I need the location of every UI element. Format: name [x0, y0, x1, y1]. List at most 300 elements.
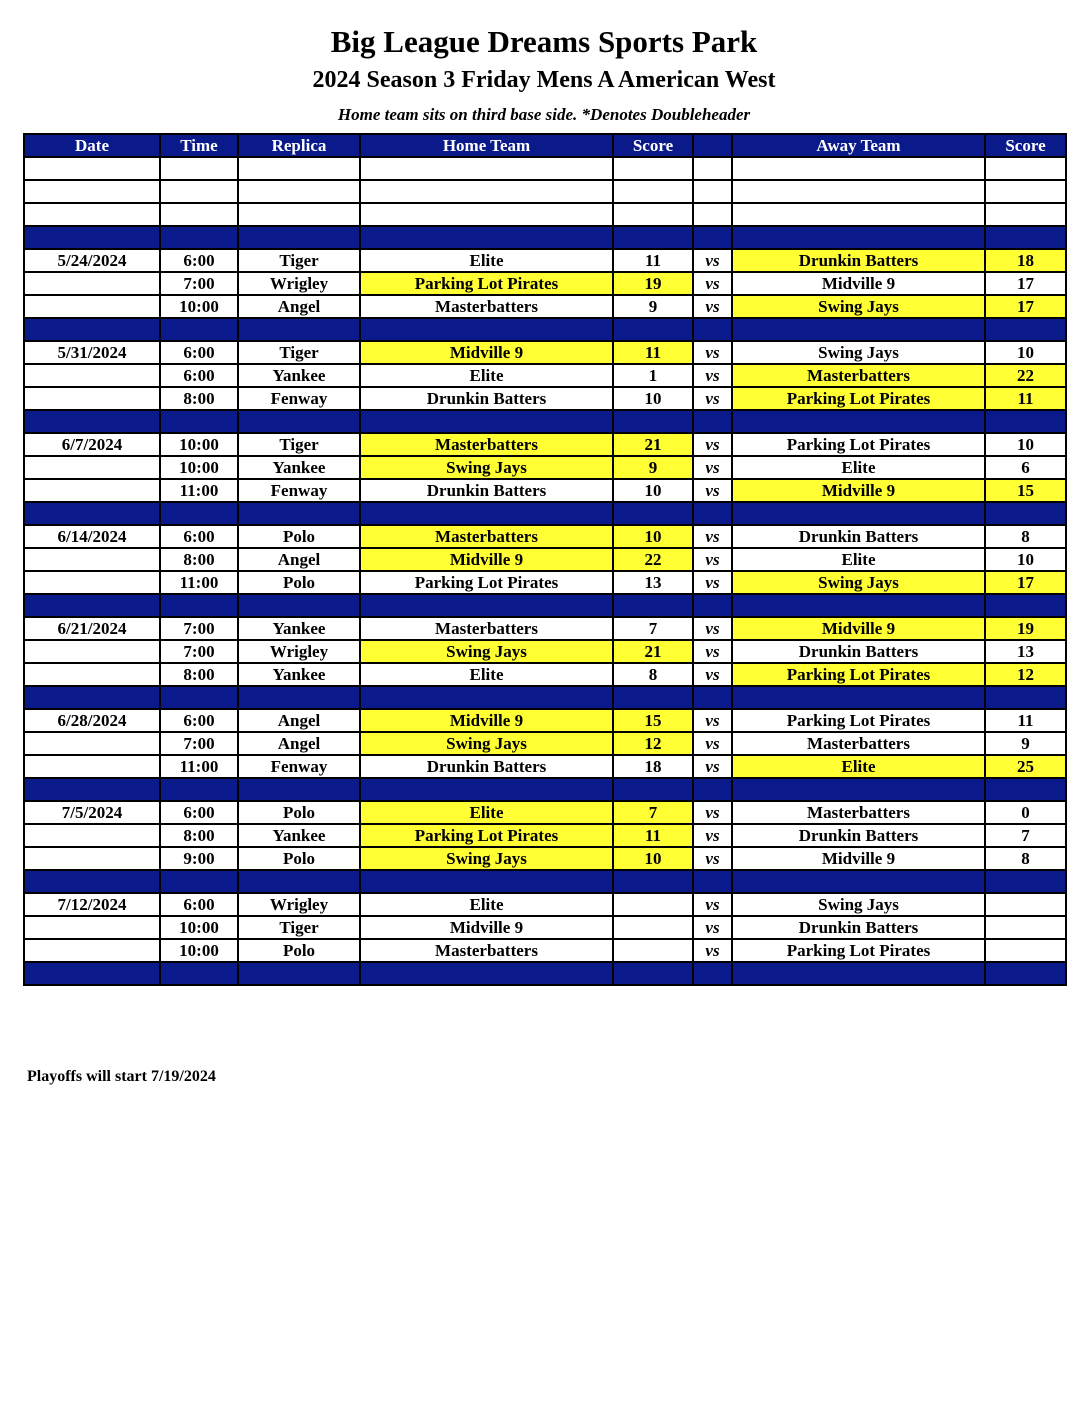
- game-replica-field: Polo: [238, 847, 360, 870]
- empty-cell: [985, 203, 1066, 226]
- home-score: 9: [613, 295, 693, 318]
- away-team: Masterbatters: [732, 801, 985, 824]
- empty-cell: [24, 180, 160, 203]
- vs-label: vs: [693, 824, 732, 847]
- home-score: 11: [613, 249, 693, 272]
- game-date: 6/21/2024: [24, 617, 160, 640]
- game-date-empty: [24, 663, 160, 686]
- vs-label: vs: [693, 755, 732, 778]
- game-row: [24, 341, 1066, 364]
- empty-cell: [360, 180, 613, 203]
- away-team: Elite: [732, 548, 985, 571]
- home-score: 1: [613, 364, 693, 387]
- game-date-empty: [24, 824, 160, 847]
- empty-cell: [24, 870, 160, 893]
- game-replica-field: Angel: [238, 709, 360, 732]
- empty-cell: [238, 180, 360, 203]
- away-score: 18: [985, 249, 1066, 272]
- page-subtitle: 2024 Season 3 Friday Mens A American West: [312, 67, 776, 93]
- home-score: 21: [613, 640, 693, 663]
- home-score: 19: [613, 272, 693, 295]
- home-team: Elite: [360, 364, 613, 387]
- empty-cell: [732, 318, 985, 341]
- game-replica-field: Fenway: [238, 755, 360, 778]
- home-team: Midville 9: [360, 916, 613, 939]
- home-score: [613, 893, 693, 916]
- game-time: 10:00: [160, 916, 238, 939]
- empty-cell: [693, 594, 732, 617]
- game-replica-field: Wrigley: [238, 640, 360, 663]
- column-header-vs: [693, 134, 732, 157]
- empty-cell: [360, 778, 613, 801]
- empty-cell: [732, 203, 985, 226]
- away-team: Drunkin Batters: [732, 525, 985, 548]
- empty-cell: [985, 594, 1066, 617]
- vs-label: vs: [693, 272, 732, 295]
- empty-cell: [360, 318, 613, 341]
- home-team: Drunkin Batters: [360, 479, 613, 502]
- game-row: [24, 617, 1066, 640]
- away-team: Masterbatters: [732, 732, 985, 755]
- game-time: 10:00: [160, 433, 238, 456]
- blank-row: [24, 180, 1066, 203]
- game-time: 10:00: [160, 939, 238, 962]
- schedule-table: [23, 133, 1067, 986]
- game-time: 7:00: [160, 640, 238, 663]
- game-time: 8:00: [160, 663, 238, 686]
- blank-row: [24, 203, 1066, 226]
- game-row: [24, 732, 1066, 755]
- empty-cell: [613, 203, 693, 226]
- game-date-empty: [24, 640, 160, 663]
- game-date: 7/5/2024: [24, 801, 160, 824]
- away-score: 8: [985, 847, 1066, 870]
- game-date: 6/28/2024: [24, 709, 160, 732]
- away-team: Drunkin Batters: [732, 249, 985, 272]
- away-team: Swing Jays: [732, 571, 985, 594]
- game-row: [24, 916, 1066, 939]
- home-team: Swing Jays: [360, 732, 613, 755]
- week-separator-row: [24, 226, 1066, 249]
- home-score: 11: [613, 824, 693, 847]
- game-time: 6:00: [160, 893, 238, 916]
- game-replica-field: Tiger: [238, 916, 360, 939]
- empty-cell: [238, 502, 360, 525]
- empty-cell: [985, 180, 1066, 203]
- vs-label: vs: [693, 732, 732, 755]
- column-header-replica: Replica: [238, 134, 360, 157]
- home-score: 18: [613, 755, 693, 778]
- vs-label: vs: [693, 893, 732, 916]
- home-team: Swing Jays: [360, 847, 613, 870]
- game-date-empty: [24, 548, 160, 571]
- empty-cell: [24, 594, 160, 617]
- empty-cell: [613, 686, 693, 709]
- week-separator-row: [24, 870, 1066, 893]
- empty-cell: [732, 226, 985, 249]
- empty-cell: [985, 410, 1066, 433]
- empty-cell: [360, 686, 613, 709]
- column-header-home-team: Home Team: [360, 134, 613, 157]
- game-row: [24, 295, 1066, 318]
- home-team: Parking Lot Pirates: [360, 571, 613, 594]
- away-team: Parking Lot Pirates: [732, 433, 985, 456]
- empty-cell: [613, 502, 693, 525]
- vs-label: vs: [693, 387, 732, 410]
- away-team: Midville 9: [732, 479, 985, 502]
- game-row: [24, 249, 1066, 272]
- away-score: 15: [985, 479, 1066, 502]
- game-date-empty: [24, 939, 160, 962]
- game-date: 7/12/2024: [24, 893, 160, 916]
- game-time: 8:00: [160, 387, 238, 410]
- game-row: [24, 847, 1066, 870]
- empty-cell: [732, 410, 985, 433]
- empty-cell: [238, 686, 360, 709]
- empty-cell: [693, 203, 732, 226]
- empty-cell: [24, 203, 160, 226]
- home-team: Midville 9: [360, 341, 613, 364]
- empty-cell: [360, 502, 613, 525]
- empty-cell: [160, 203, 238, 226]
- game-date-empty: [24, 755, 160, 778]
- home-score: 21: [613, 433, 693, 456]
- empty-cell: [360, 157, 613, 180]
- away-team: Drunkin Batters: [732, 824, 985, 847]
- game-time: 8:00: [160, 824, 238, 847]
- empty-cell: [985, 962, 1066, 985]
- home-score: 11: [613, 341, 693, 364]
- game-row: [24, 640, 1066, 663]
- away-score: 22: [985, 364, 1066, 387]
- home-team: Parking Lot Pirates: [360, 272, 613, 295]
- game-row: [24, 548, 1066, 571]
- playoffs-note: Playoffs will start 7/19/2024: [27, 1068, 216, 1085]
- empty-cell: [160, 594, 238, 617]
- away-score: 7: [985, 824, 1066, 847]
- game-replica-field: Yankee: [238, 456, 360, 479]
- vs-label: vs: [693, 548, 732, 571]
- game-replica-field: Angel: [238, 732, 360, 755]
- away-score: 0: [985, 801, 1066, 824]
- empty-cell: [160, 962, 238, 985]
- home-team: Elite: [360, 663, 613, 686]
- empty-cell: [238, 962, 360, 985]
- game-time: 11:00: [160, 479, 238, 502]
- empty-cell: [238, 870, 360, 893]
- empty-cell: [693, 962, 732, 985]
- away-team: Parking Lot Pirates: [732, 387, 985, 410]
- away-score: 10: [985, 433, 1066, 456]
- home-team: Drunkin Batters: [360, 387, 613, 410]
- empty-cell: [693, 157, 732, 180]
- game-row: [24, 824, 1066, 847]
- game-replica-field: Tiger: [238, 249, 360, 272]
- empty-cell: [985, 778, 1066, 801]
- away-team: Drunkin Batters: [732, 640, 985, 663]
- week-separator-row: [24, 502, 1066, 525]
- empty-cell: [360, 962, 613, 985]
- game-time: 6:00: [160, 341, 238, 364]
- home-score: 10: [613, 847, 693, 870]
- empty-cell: [24, 318, 160, 341]
- home-team: Masterbatters: [360, 617, 613, 640]
- home-score: 7: [613, 617, 693, 640]
- empty-cell: [985, 686, 1066, 709]
- game-replica-field: Polo: [238, 939, 360, 962]
- home-team: Elite: [360, 249, 613, 272]
- empty-cell: [238, 410, 360, 433]
- empty-cell: [732, 686, 985, 709]
- empty-cell: [160, 318, 238, 341]
- game-row: [24, 893, 1066, 916]
- home-team: Swing Jays: [360, 640, 613, 663]
- game-date: 5/31/2024: [24, 341, 160, 364]
- away-team: Midville 9: [732, 847, 985, 870]
- game-date-empty: [24, 732, 160, 755]
- away-score: 9: [985, 732, 1066, 755]
- home-team: Midville 9: [360, 709, 613, 732]
- game-time: 6:00: [160, 525, 238, 548]
- empty-cell: [613, 157, 693, 180]
- empty-cell: [238, 226, 360, 249]
- game-time: 8:00: [160, 548, 238, 571]
- home-team: Drunkin Batters: [360, 755, 613, 778]
- empty-cell: [985, 870, 1066, 893]
- empty-cell: [160, 870, 238, 893]
- away-score: 13: [985, 640, 1066, 663]
- home-team: Masterbatters: [360, 939, 613, 962]
- home-score: 13: [613, 571, 693, 594]
- game-time: 6:00: [160, 249, 238, 272]
- home-score: 10: [613, 387, 693, 410]
- empty-cell: [732, 594, 985, 617]
- game-time: 10:00: [160, 295, 238, 318]
- away-score: 17: [985, 272, 1066, 295]
- away-score: [985, 939, 1066, 962]
- column-header-time: Time: [160, 134, 238, 157]
- empty-cell: [693, 686, 732, 709]
- empty-cell: [238, 318, 360, 341]
- away-team: Midville 9: [732, 272, 985, 295]
- game-time: 7:00: [160, 272, 238, 295]
- vs-label: vs: [693, 479, 732, 502]
- vs-label: vs: [693, 640, 732, 663]
- empty-cell: [24, 226, 160, 249]
- empty-cell: [693, 778, 732, 801]
- game-row: [24, 755, 1066, 778]
- vs-label: vs: [693, 249, 732, 272]
- game-date-empty: [24, 571, 160, 594]
- away-team: Parking Lot Pirates: [732, 939, 985, 962]
- week-separator-row: [24, 410, 1066, 433]
- empty-cell: [732, 180, 985, 203]
- empty-cell: [360, 410, 613, 433]
- home-team: Parking Lot Pirates: [360, 824, 613, 847]
- game-date-empty: [24, 847, 160, 870]
- empty-cell: [732, 962, 985, 985]
- vs-label: vs: [693, 525, 732, 548]
- away-score: 10: [985, 341, 1066, 364]
- vs-label: vs: [693, 847, 732, 870]
- home-score: 10: [613, 525, 693, 548]
- game-time: 9:00: [160, 847, 238, 870]
- empty-cell: [613, 870, 693, 893]
- game-time: 10:00: [160, 456, 238, 479]
- vs-label: vs: [693, 939, 732, 962]
- empty-cell: [160, 180, 238, 203]
- empty-cell: [24, 962, 160, 985]
- empty-cell: [24, 502, 160, 525]
- game-time: 6:00: [160, 364, 238, 387]
- empty-cell: [160, 410, 238, 433]
- game-date-empty: [24, 387, 160, 410]
- vs-label: vs: [693, 916, 732, 939]
- empty-cell: [693, 226, 732, 249]
- column-header-away-team: Away Team: [732, 134, 985, 157]
- vs-label: vs: [693, 571, 732, 594]
- empty-cell: [613, 180, 693, 203]
- game-row: [24, 479, 1066, 502]
- empty-cell: [238, 778, 360, 801]
- game-replica-field: Polo: [238, 571, 360, 594]
- empty-cell: [160, 226, 238, 249]
- game-replica-field: Yankee: [238, 617, 360, 640]
- column-header-away-score: Score: [985, 134, 1066, 157]
- away-score: 11: [985, 709, 1066, 732]
- game-replica-field: Fenway: [238, 479, 360, 502]
- game-replica-field: Yankee: [238, 824, 360, 847]
- away-score: 25: [985, 755, 1066, 778]
- game-replica-field: Yankee: [238, 364, 360, 387]
- week-separator-row: [24, 686, 1066, 709]
- game-date: 5/24/2024: [24, 249, 160, 272]
- empty-cell: [238, 594, 360, 617]
- game-date-empty: [24, 479, 160, 502]
- home-team: Elite: [360, 801, 613, 824]
- vs-label: vs: [693, 433, 732, 456]
- game-replica-field: Polo: [238, 525, 360, 548]
- vs-label: vs: [693, 456, 732, 479]
- away-score: [985, 893, 1066, 916]
- page-title: Big League Dreams Sports Park: [330, 24, 758, 59]
- game-row: [24, 709, 1066, 732]
- game-date-empty: [24, 295, 160, 318]
- empty-cell: [360, 203, 613, 226]
- page-note: Home team sits on third base side. *Denotes Doubleheader: [337, 105, 751, 124]
- vs-label: vs: [693, 341, 732, 364]
- away-team: Elite: [732, 456, 985, 479]
- game-replica-field: Fenway: [238, 387, 360, 410]
- game-time: 11:00: [160, 571, 238, 594]
- away-team: Drunkin Batters: [732, 916, 985, 939]
- empty-cell: [24, 157, 160, 180]
- game-date-empty: [24, 364, 160, 387]
- empty-cell: [985, 157, 1066, 180]
- game-replica-field: Wrigley: [238, 893, 360, 916]
- game-time: 7:00: [160, 617, 238, 640]
- game-time: 6:00: [160, 801, 238, 824]
- vs-label: vs: [693, 801, 732, 824]
- game-row: [24, 456, 1066, 479]
- game-date-empty: [24, 916, 160, 939]
- game-time: 6:00: [160, 709, 238, 732]
- home-score: 22: [613, 548, 693, 571]
- game-row: [24, 272, 1066, 295]
- home-team: Masterbatters: [360, 525, 613, 548]
- home-score: 15: [613, 709, 693, 732]
- empty-cell: [613, 594, 693, 617]
- home-score: 10: [613, 479, 693, 502]
- week-separator-row: [24, 594, 1066, 617]
- empty-cell: [160, 502, 238, 525]
- empty-cell: [360, 870, 613, 893]
- empty-cell: [693, 410, 732, 433]
- empty-cell: [24, 410, 160, 433]
- week-separator-row: [24, 318, 1066, 341]
- empty-cell: [613, 318, 693, 341]
- empty-cell: [613, 962, 693, 985]
- away-score: 10: [985, 548, 1066, 571]
- game-time: 7:00: [160, 732, 238, 755]
- game-replica-field: Angel: [238, 548, 360, 571]
- away-score: 19: [985, 617, 1066, 640]
- empty-cell: [613, 226, 693, 249]
- empty-cell: [985, 502, 1066, 525]
- away-score: 12: [985, 663, 1066, 686]
- game-row: [24, 801, 1066, 824]
- game-replica-field: Polo: [238, 801, 360, 824]
- empty-cell: [732, 157, 985, 180]
- vs-label: vs: [693, 663, 732, 686]
- empty-cell: [732, 778, 985, 801]
- away-team: Swing Jays: [732, 295, 985, 318]
- home-team: Masterbatters: [360, 295, 613, 318]
- empty-cell: [360, 226, 613, 249]
- week-separator-row: [24, 962, 1066, 985]
- empty-cell: [238, 203, 360, 226]
- game-replica-field: Tiger: [238, 433, 360, 456]
- away-team: Masterbatters: [732, 364, 985, 387]
- week-separator-row: [24, 778, 1066, 801]
- vs-label: vs: [693, 709, 732, 732]
- game-date: 6/7/2024: [24, 433, 160, 456]
- schedule-body: [24, 157, 1066, 985]
- away-team: Swing Jays: [732, 341, 985, 364]
- empty-cell: [693, 318, 732, 341]
- empty-cell: [160, 778, 238, 801]
- empty-cell: [360, 594, 613, 617]
- game-date-empty: [24, 456, 160, 479]
- empty-cell: [238, 157, 360, 180]
- empty-cell: [732, 502, 985, 525]
- game-replica-field: Wrigley: [238, 272, 360, 295]
- away-team: Elite: [732, 755, 985, 778]
- game-date: 6/14/2024: [24, 525, 160, 548]
- away-score: 17: [985, 295, 1066, 318]
- away-score: 8: [985, 525, 1066, 548]
- home-team: Elite: [360, 893, 613, 916]
- game-row: [24, 364, 1066, 387]
- game-row: [24, 571, 1066, 594]
- game-row: [24, 433, 1066, 456]
- home-score: 8: [613, 663, 693, 686]
- game-row: [24, 387, 1066, 410]
- empty-cell: [985, 318, 1066, 341]
- away-score: 17: [985, 571, 1066, 594]
- empty-cell: [985, 226, 1066, 249]
- away-team: Parking Lot Pirates: [732, 709, 985, 732]
